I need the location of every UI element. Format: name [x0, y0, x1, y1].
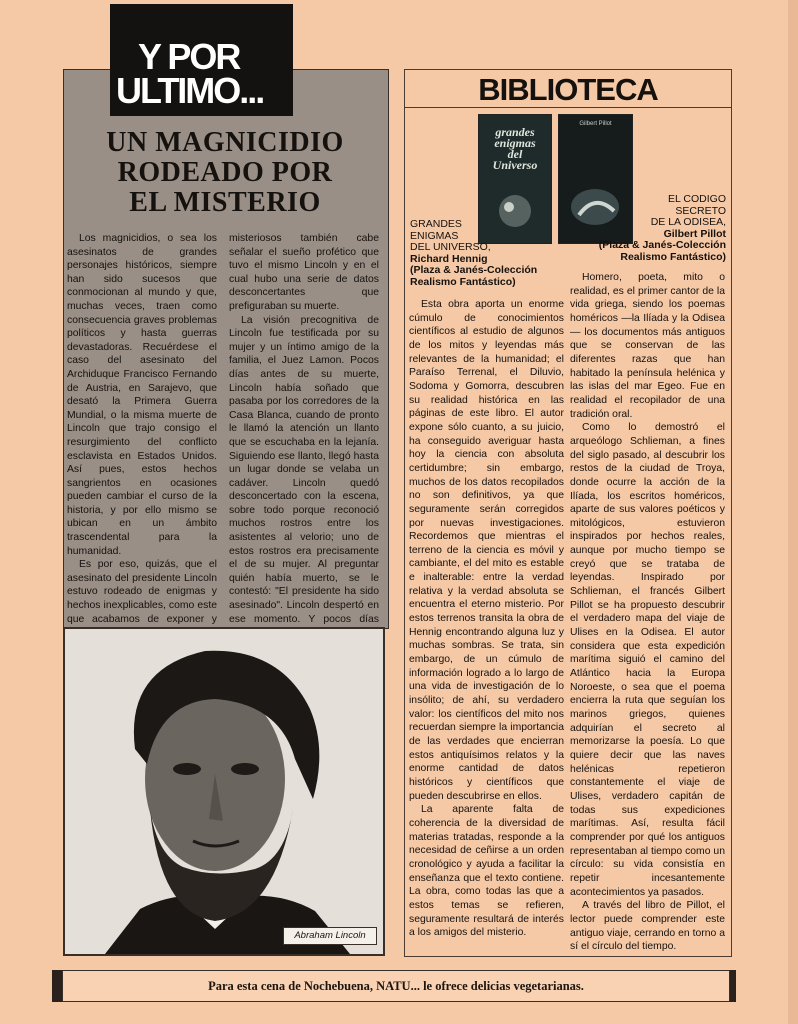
book2-title: DE LA ODISEA,: [650, 216, 726, 228]
book2-title-block: [572, 194, 726, 263]
book2-publisher: (Plaza & Janés-Colección: [598, 239, 726, 251]
paragraph: Es por eso, quizás, que el asesinato del presidente Lincoln estuvo rodeado de enigmas y hechos inexplicables, como este que acabamos de exponer y: [67, 559, 217, 625]
headline-line: UN MAGNICIDIO: [106, 127, 344, 158]
paragraph: Homero, poeta, mito o realidad, es el primer cantor de la vida griega, siendo los poemas homéricos —la Ilíada y la Odisea— los documentos más antiguos que se conservan de las diferentes razas que han habitado la península helénica y las islas del mar Egeo. Fue en realidad el recopilador de una tradición oral.: [570, 272, 725, 420]
paragraph: La aparente falta de coherencia de la diversidad de materias tratadas, responde a la necesidad de ceñirse a un orden cronológico y ayuda a facilitar la enseñanza que el texto contiene. La obra, como todas las que a estos temas se refieren, seguramente resultará de interés a los amigos del misterio.: [409, 804, 564, 939]
photo-caption: Abraham Lincoln: [283, 927, 377, 945]
paragraph: Como lo demostró el arqueólogo Schlieman, a fines del siglo pasado, al descubrir los restos de la ciudad de Troya, donde ocurre la acción de la Ilíada, los escritos homéricos, aparte de sus valores poéticos y mitológicos, estuvieron inspirados por hechos reales, aunque por mucho tiempo se creyó que se trataba de leyendas. Inspirado por Schlieman, el francés Gilbert Pillot se ha propuesto descubrir el verdadero mapa del viaje de Ulises en la Odisea. El autor considera que esta expedición marítima siguió el camino del Atlántico hacia la Europa Noroeste, o sea que el poema encierra la ruta que seguían los marinos griegos, quienes adquirían el secreto al memorizarse la poesía. Lo que quiere decir que las naves helénicas repetieron constantemente el viaje de Ulises, verdadero capitán de todas sus expediciones marítimas. Así, resulta fácil comprender por qué los antiguos representaban al tiempo como un círculo: su vida consistía en repetir incesantemente acontecimientos ya pasados.: [570, 422, 725, 898]
cover-title: grandes: [495, 125, 535, 139]
cover-title: Universo: [492, 158, 538, 172]
badge-line-2: ULTIMO...: [116, 70, 264, 111]
book1-title: GRANDES: [410, 218, 462, 230]
portrait-image: [65, 629, 383, 954]
article-column-2: [229, 232, 379, 640]
book2-author: Gilbert Pillot: [663, 227, 726, 240]
paragraph: La visión precognitiva de Lincoln fue testificada por su mujer y un íntimo amigo de la familia, el Juez Lamon. Pocos días antes de su muerte, Lincoln había soñado que pasaba por los corredores de la Casa Blanca, cuando de pronto le llamó la atención un llanto que se escuchaba en la lejanía. Siguiendo ese llanto, llegó hasta un lugar donde se velaba un cadáver. Lincoln quedó desconcertado con la escena, sobre todo porque reconoció muchos rostros entre los asistentes al velorio; uno de estos rostros era precisamente el de su mujer. Al preguntar quién había muerto, se le contestó: "El presidente ha sido asesinado". Lincoln despertó en ese momento. Y pocos días: [229, 314, 379, 625]
badge-line-1: Y POR: [138, 36, 240, 77]
book1-title: DEL UNIVERSO,: [410, 241, 491, 253]
footer-banner: Para esta cena de Nochebuena, NATU... le ofrece delicias vegetarianas.: [62, 970, 730, 1002]
book2-title: EL CODIGO: [668, 193, 726, 205]
section-badge: [110, 4, 293, 116]
article-column-1: [67, 232, 217, 667]
book1-title-block: [410, 219, 560, 288]
lincoln-portrait: [63, 627, 385, 956]
paragraph: misteriosos también cabe señalar el sueño profético que tuvo el mismo Lincoln y en el cual hubo una serie de datos desconcertantes que prefiguraban su muerte.: [229, 233, 379, 312]
book2-title: SECRETO: [675, 204, 726, 217]
section-title: BIBLIOTECA: [478, 72, 658, 107]
review-column-2: [570, 271, 725, 954]
book1-publisher: Realismo Fantástico): [410, 275, 516, 288]
cover-author: Gilbert Pillot: [579, 121, 612, 127]
article-headline: [70, 128, 380, 218]
book1-author: Richard Hennig: [410, 252, 488, 265]
book1-publisher: (Plaza & Janés-Colección: [410, 264, 538, 276]
paragraph: A través del libro de Pillot, el lector puede comprender este antiguo viaje, cerrando en torno a sí el círculo del tiempo.: [570, 900, 725, 953]
paragraph: Esta obra aporta un enorme cúmulo de conocimientos científicos al estudio de algunos de los mitos y leyendas más relevantes de la humanidad; el Paraíso Terrenal, el Diluvio, Sodoma y Gomorra, descubren su realidad histórica en las páginas de este libro. El autor expone sólo cuanto, a su juicio, ha conseguido averiguar hasta hoy la ciencia con absoluta certidumbre; sin embargo, muchos de los datos recopilados no son definitivos, ya que seguramente serán corregidos por nuevas investigaciones. Recordemos que mientras el terreno de la ciencia es móvil y cambiante, el del mito es estable e inalterable: entre la verdad relativa y la verdad absoluta se encuentra el eterno misterio. Por estos terrenos transita la obra de Hennig encontrando alguna luz y muchas sombras. Se trata, sin embargo, de un cúmulo de información logrado a lo largo de una vida de investigación de lo insólito; de ahí, su verdadero valor: los científicos del mito nos recuerdan siempre la importancia de las verdades que encierran estos antiquísimos relatos y la enorme cantidad de datos históricos y científicos que pueden descubrirse en ellos.: [409, 299, 564, 802]
book2-publisher: Realismo Fantástico): [620, 250, 726, 263]
cover-title: del: [507, 147, 523, 161]
paragraph: Los magnicidios, o sea los asesinatos de grandes personajes históricos, siempre han sido sucesos que conmocionan al mundo y que, muchas veces, traen como consecuencia graves problemas políticos y hasta guerras devastadoras. Recuérdese el caso del asesinato del Archiduque Francisco Fernando de Austria, en Sarajevo, que desató la Primera Guerra Mundial, o la misma muerte de Lincoln que trajo consigo el resurgimiento del conflicto esclavista en Estados Unidos. Así pues, estos hechos sangrientos en ocasiones pueden cambiar el curso de la historia, y por ello mismo se ubican en un ámbito trascendental para la humanidad.: [67, 233, 217, 557]
book1-title: ENIGMAS: [410, 229, 459, 242]
review-column-1: [409, 298, 564, 940]
headline-line: RODEADO POR: [117, 157, 333, 188]
cover-title: enigmas: [494, 136, 536, 150]
headline-line: EL MISTERIO: [129, 187, 321, 218]
page-edge: [788, 0, 798, 1024]
